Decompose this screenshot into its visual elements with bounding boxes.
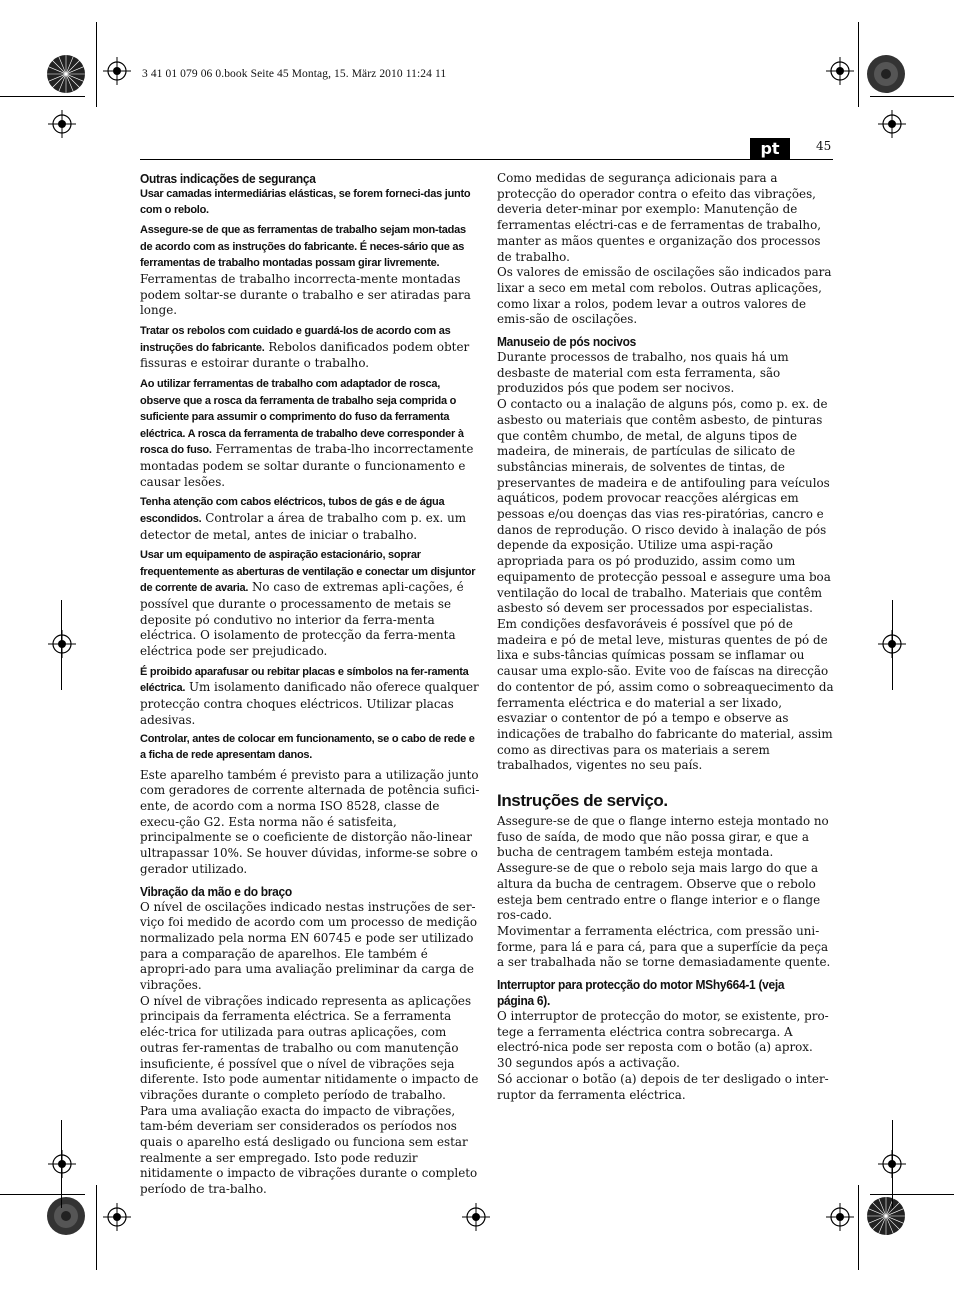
- section-heading: Interruptor para protecção do motor MShy664-1 (veja página 6).: [497, 978, 785, 1009]
- language-tag: pt: [750, 138, 790, 159]
- paragraph: Assegure-se de que o flange interno esteja montado no fuso de saída, de modo que não possa girar, e que a bucha de centragem também esteja montada.: [497, 814, 829, 860]
- safety-instruction-bold: É proibido aparafusar ou rebitar placas e símbolos na fer-ramenta eléctrica.: [140, 665, 469, 695]
- crop-line: [61, 1120, 62, 1208]
- crop-line: [870, 1194, 954, 1195]
- paragraph: O interruptor de protecção do motor, se existente, pro-tege a ferramenta eléctrica contra sobrecarga. A electró-nica pode ser reposta com o botão (a) aprox.: [497, 1009, 829, 1055]
- safety-instruction-text: Controlar a área de trabalho com p. ex. um detector de metal, antes de iniciar o trabalho.: [140, 510, 467, 542]
- header-rule: [140, 159, 833, 160]
- safety-instruction: [140, 547, 480, 660]
- paragraph: Movimentar a ferramenta eléctrica, com pressão uni-forme, para lá e para cá, para que a superfície da peça a ser trabalhada não se torne demasiadamente quente.: [497, 923, 831, 970]
- color-rosette-icon: [46, 1196, 86, 1236]
- paragraph: 30 segundos após a activação.: [497, 1056, 680, 1071]
- safety-instruction-text: No caso de extremas apli-cações, é possível que durante o processamento de metais se deposite pó condutivo no interior da ferra-menta eléctrica. O isolamento de protecção da ferra-menta eléctrica pode ser prejudicado.: [140, 580, 464, 659]
- safety-instruction: [140, 323, 480, 372]
- section-heading: Vibração da mão e do braço: [140, 884, 292, 899]
- safety-instruction-text: Um isolamento danificado não oferece qualquer protecção contra choques eléctricos. Utilizar placas adesivas.: [140, 680, 479, 727]
- paragraph: Em condições desfavoráveis é possível que pó de madeira e pó de metal leve, misturas quentes de pó de lixa e subs-tâncias químicas possam se inflamar ou causar uma explo-são. Evite voo de faíscas na direcção do contentor de pó, assim como o sobreaquecimento da ferramenta eléctrica e do material a ser lixado, esvaziar o contentor de pó a tempo e observe as indicações de trabalho do fabricante do material, assim como as directivas para os materiais a serem trabalhados, vigentes no seu país.: [497, 616, 834, 773]
- safety-instruction: [140, 494, 480, 543]
- registration-mark-icon: [826, 1203, 854, 1231]
- registration-mark-icon: [103, 1203, 131, 1231]
- safety-instruction-bold: Ao utilizar ferramentas de trabalho com adaptador de rosca, observe que a rosca da ferramenta de trabalho seja comprida o suficiente para assumir o comprimento do fuso da ferramenta eléctrica. A rosca da ferramenta de trabalho deve corresponder à rosca do fuso.: [140, 377, 464, 457]
- paragraph: Assegure-se de que o rebolo seja mais largo do que a altura da bucha de centragem. Observe que o rebolo esteja bem centrado entre o flange interior e o flange ros-cado.: [497, 861, 821, 923]
- color-rosette-icon: [866, 54, 906, 94]
- safety-instruction-text: Ferramentas de trabalho incorrecta-mente montadas podem soltar-se durante o trabalho e ser atiradas para longe.: [140, 271, 471, 318]
- color-rosette-icon: [866, 1196, 906, 1236]
- paragraph: Como medidas de segurança adicionais para a protecção do operador contra o efeito das vibrações, deveria deter-minar por exemplo: Manutenção de ferramentas eléctri-cas e de ferramentas de trabalho, manter as mãos quentes e organização dos processos de trabalho.: [497, 171, 822, 264]
- registration-mark-icon: [878, 110, 906, 138]
- safety-instruction-bold: Tenha atenção com cabos eléctricos, tubos de gás e de água escondidos.: [140, 496, 445, 525]
- color-rosette-icon: [46, 54, 86, 94]
- safety-instruction-bold: Usar um equipamento de aspiração estacionário, soprar frequentemente as aberturas de ventilação e conectar um disjuntor de corrente de avaria.: [140, 549, 476, 595]
- crop-line: [892, 1120, 893, 1208]
- crop-line: [0, 1194, 85, 1195]
- section-heading: Manuseio de pós nocivos: [497, 335, 637, 350]
- right-column: [497, 171, 835, 1103]
- registration-mark-icon: [826, 57, 854, 85]
- safety-instruction-bold: Assegure-se de que as ferramentas de trabalho sejam mon-tadas de acordo com as instruções do fabricante. É neces-sário que as ferramentas de trabalho montadas possam girar livremente.: [140, 224, 466, 270]
- chapter-heading: Instruções de serviço.: [497, 791, 668, 811]
- paragraph: Os valores de emissão de oscilações são indicados para lixar a seco em metal com rebolos. Outras aplicações, como lixar a rolos, podem levar a outros valores de emis-são de oscilações.: [497, 265, 832, 327]
- safety-instruction: Controlar, antes de colocar em funcionamento, se o cabo de rede e a ficha de rede apresentam danos.: [140, 733, 475, 762]
- safety-instruction-text: Ferramentas de traba-lho incorrectamente montadas podem se soltar durante o funcionamento e causar lesões.: [140, 442, 474, 489]
- paragraph: Este aparelho também é previsto para a utilização junto com geradores de corrente alternada de potência sufici-ente, de acordo com a norma ISO 8528, classe de execu-ção G2. Esta norma não é satisfeita, principalmente se o coeficiente de distorção não-linear ultrapassar 10%. Se houver dúvidas, informe-se sobre o gerador utilizado.: [140, 767, 480, 876]
- safety-instruction-text: Rebolos danificados podem obter fissuras e estoirar durante o trabalho.: [140, 339, 470, 371]
- safety-instruction: [140, 664, 480, 729]
- crop-line: [858, 1185, 859, 1270]
- left-column: [140, 171, 480, 1198]
- crop-line: [892, 600, 893, 690]
- crop-line: [870, 96, 954, 97]
- file-info: 3 41 01 079 06 0.book Seite 45 Montag, 15. März 2010 11:24 11: [142, 68, 447, 80]
- page-number: 45: [816, 139, 832, 153]
- paragraph: O nível de oscilações indicado nestas instruções de ser-viço foi medido de acordo com um processo de medição normalizado pela norma EN 60745 e pode ser utilizado para a comparação de aparelhos. Ele também é apropri-ado para uma avaliação preliminar da carga de vibrações.: [140, 899, 478, 993]
- paragraph: Para uma avaliação exacta do impacto de vibrações, tam-bém deveriam ser considerados os períodos nos quais o aparelho está desligado ou funciona sem estar realmente a ser empregado. Isto pode reduzir nitidamente o impacto de vibrações durante o completo período de tra-balho.: [140, 1103, 478, 1197]
- paragraph: Durante processos de trabalho, nos quais há um desbaste de material com esta ferramenta, são produzidos pós que podem ser nocivos.: [497, 350, 789, 396]
- paragraph: Só accionar o botão (a) depois de ter desligado o inter-ruptor da ferramenta eléctrica.: [497, 1071, 829, 1102]
- registration-mark-icon: [462, 1203, 490, 1231]
- crop-line: [858, 22, 859, 107]
- safety-instruction: Usar camadas intermediárias elásticas, se forem forneci-das junto com o rebolo.: [140, 188, 471, 216]
- registration-mark-icon: [48, 630, 76, 658]
- registration-mark-icon: [48, 110, 76, 138]
- crop-line: [96, 22, 97, 107]
- section-heading: Outras indicações de segurança: [140, 172, 316, 186]
- safety-instruction: [140, 376, 480, 490]
- crop-line: [61, 600, 62, 690]
- paragraph: O contacto ou a inalação de alguns pós, como p. ex. de asbesto ou materiais que contêm asbesto, de pinturas que contêm chumbo, de metal, de alguns tipos de madeira, de minerais, de partículas de silicato de substâncias minerais, de solventes de tintas, de preservantes de madeira e de antifouling para veículos aquáticos, podem provocar reacções alérgicas em pessoas e/ou doenças das vias res-piratórias, cancro e danos de reprodução. O risco devido à inalação de pós depende da exposição. Utilize uma aspi-ração apropriada para os pó produzido, assim como um equipamento de protecção pessoal e assegure uma boa ventilação do local de trabalho. Materiais que contêm asbesto só devem ser processados por especialistas.: [497, 397, 831, 616]
- safety-instruction-bold: Tratar os rebolos com cuidado e guardá-los de acordo com as instruções do fabricante.: [140, 325, 451, 354]
- paragraph: O nível de vibrações indicado representa as aplicações principais da ferramenta eléctrica. Se a ferramenta eléc-trica for utilizada para outras aplicações, com outras fer-ramentas de trabalho ou com manutenção insuficiente, é possível que o nível de vibrações seja diferente. Isto pode aumentar nitidamente o impacto de vibrações durante o completo período de trabalho.: [140, 993, 479, 1102]
- safety-instruction: [140, 222, 480, 319]
- registration-mark-icon: [103, 57, 131, 85]
- crop-line: [0, 96, 85, 97]
- registration-mark-icon: [48, 1150, 76, 1178]
- crop-line: [96, 1185, 97, 1270]
